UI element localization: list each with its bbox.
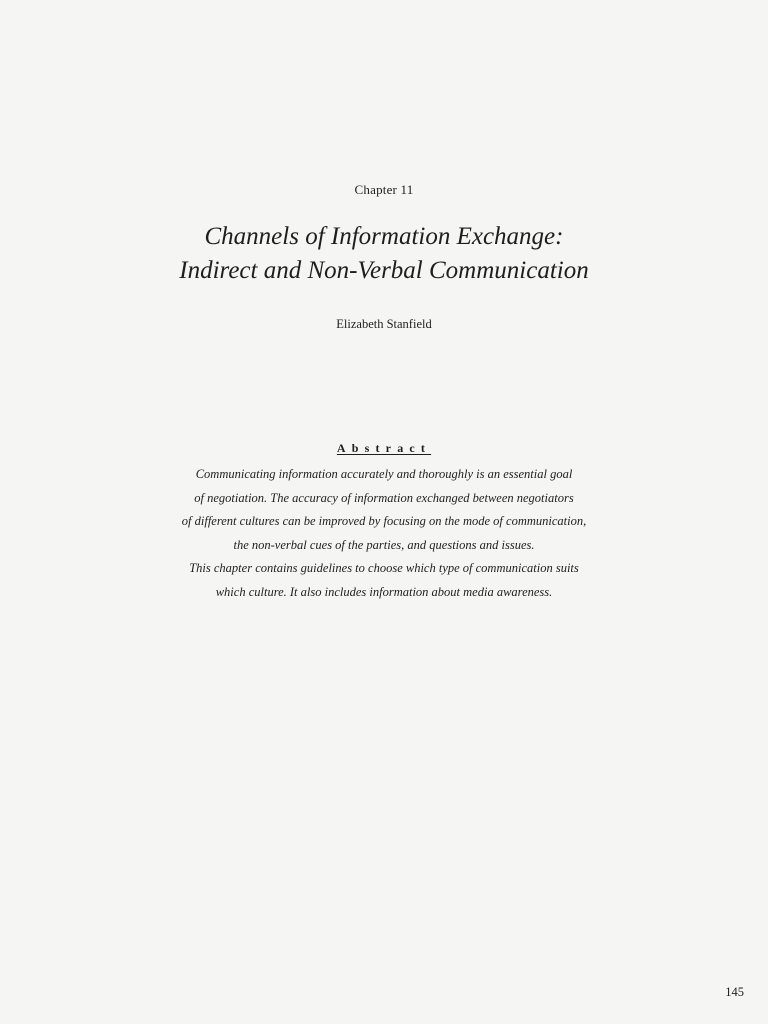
chapter-title-line-2: Indirect and Non-Verbal Communication [179,257,589,284]
author-name: Elizabeth Stanfield [336,317,432,331]
abstract-line: the non-verbal cues of the parties, and questions and issues. [233,537,535,552]
abstract-line: of negotiation. The accuracy of information exchanged between negotiators [194,490,574,505]
abstract-body [0,463,768,604]
chapter-title [0,220,768,288]
chapter-title-line-1: Channels of Information Exchange: [204,223,564,250]
page-number: 145 [725,985,744,999]
chapter-label: Chapter 11 [354,182,414,197]
abstract-line: Communicating information accurately and thoroughly is an essential goal [195,467,573,481]
abstract-line: of different cultures can be improved by focusing on the mode of communication, [181,514,587,528]
abstract-line: which culture. It also includes information about media awareness. [215,584,553,599]
abstract-line: This chapter contains guidelines to choose which type of communication suits [189,561,579,575]
abstract-heading: Abstract [336,441,432,455]
